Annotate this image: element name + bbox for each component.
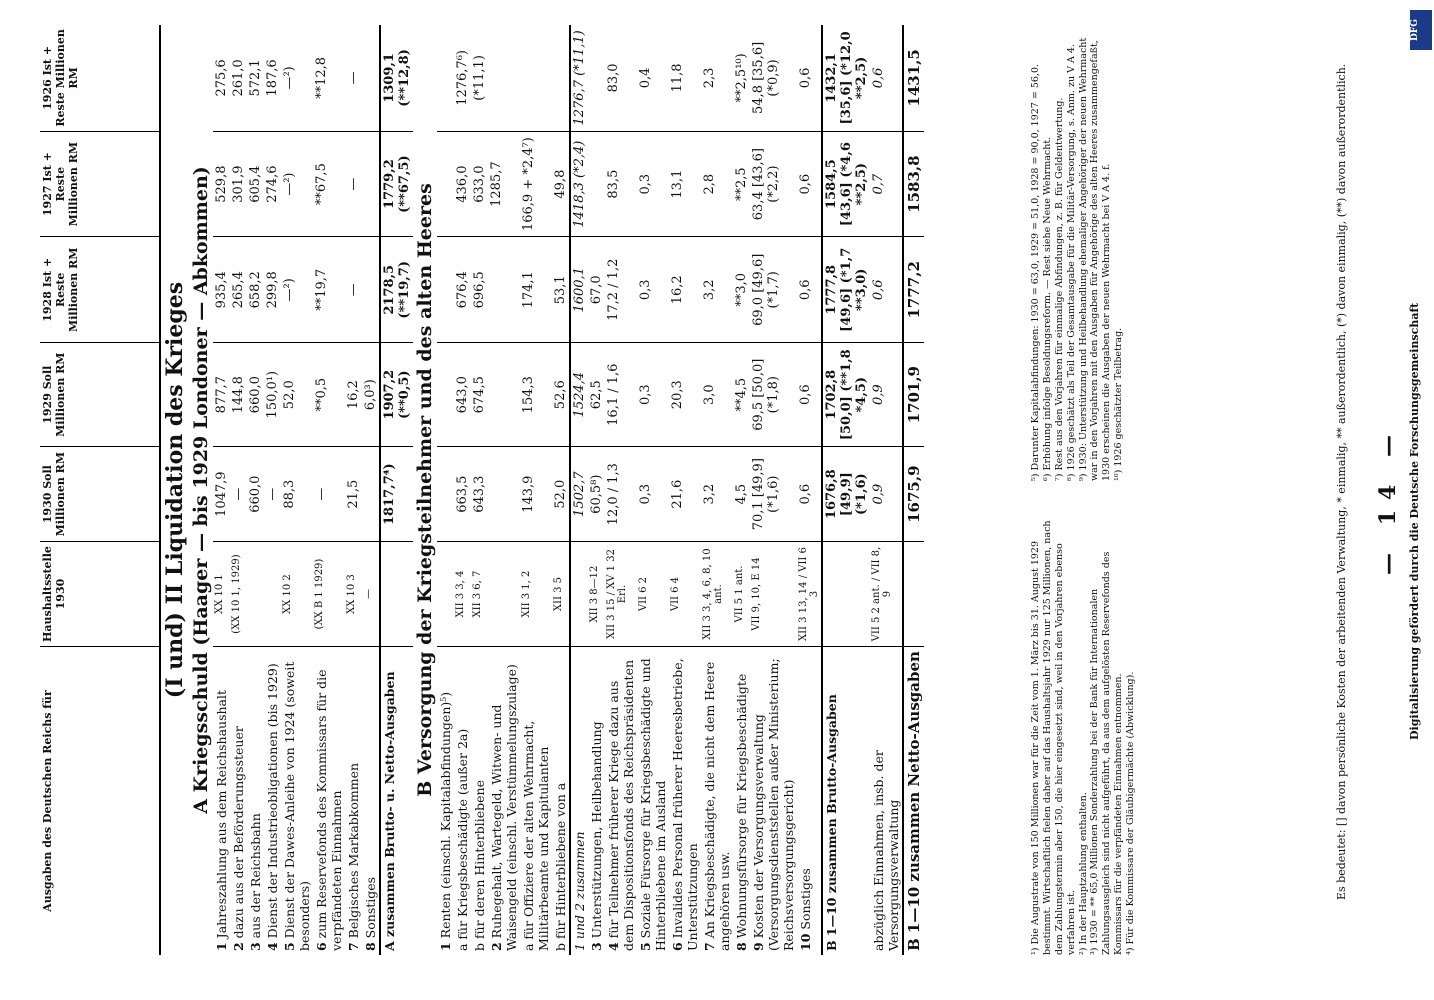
row-value: 0,6 — [797, 25, 822, 131]
row-value: 166,9 + *2,4⁷) — [520, 131, 552, 237]
row-value: 660,0 — [247, 343, 264, 447]
row-label: aus der Reichsbahn — [248, 813, 263, 939]
row-value: 1285,7 — [488, 131, 520, 237]
row-value — [588, 131, 605, 237]
header-label: Ausgaben des Deutschen Reichs für — [40, 647, 160, 956]
footnotes — [1030, 25, 1137, 955]
row-value: 1702,8 [50,0] (**1,8 *4,5) — [822, 343, 870, 447]
row-value: 935,4 — [213, 237, 230, 343]
row-value: 1777,8 [49,6] (*1,7 **3,0) — [822, 237, 870, 343]
row-number: 4 — [265, 942, 280, 951]
footnote: ⁹) 1930: Unterstützung und Heilbehandlung ehemaliger Angehöriger der neuen Wehrmacht war in den Vorjahren mit den Ausgaben für Angehörige des alten Heeres zusammengefaßt, 1930 erscheinen die Ausgaben der neuen Wehrmacht bei V A 4. f. — [1077, 37, 1113, 481]
netto-row — [903, 25, 924, 955]
row-value: — — [313, 447, 345, 542]
row-label-cell — [362, 647, 380, 956]
row-hh: (XX 10 1, 1929) — [230, 542, 247, 647]
row-value: 11,8 — [669, 25, 701, 131]
row-label-cell — [520, 647, 552, 956]
row-value: 62,5 — [588, 343, 605, 447]
row-value — [488, 447, 520, 542]
table-row — [669, 25, 701, 955]
row-value: 3,2 — [701, 237, 733, 343]
row-value: 0,6 — [870, 25, 903, 131]
row-value: 663,5 — [454, 447, 471, 542]
footnote: ¹) Die Augustrate von 150 Millionen war für die Zeit vom 1. März bis 31. August 1929 bestimmt. Wirtschaftlich fielen daher auf das Haushaltsjahr 1929 nur 125 Millionen, nach dem Zahlungstermin aber 150, die hier eingesetzt sind, weil in den Vorjahren ebenso verfahren ist. — [1030, 520, 1077, 955]
row-value: 69,5 [50,0] (*1,8) — [750, 343, 797, 447]
row-value: 3,0 — [701, 343, 733, 447]
row-label: Sonstiges — [363, 876, 378, 939]
row-value: 660,0 — [247, 447, 264, 542]
table-row — [213, 25, 230, 955]
abzug-row — [870, 25, 903, 955]
row-label: Unterstützungen, Heilbehandlung — [589, 721, 604, 939]
table-row — [454, 25, 471, 955]
row-value: 1276,7 (*11,1) — [570, 25, 588, 131]
row-hh — [488, 542, 520, 647]
row-value — [437, 447, 454, 542]
row-value: 301,9 — [230, 131, 247, 237]
row-number: 5 — [638, 942, 653, 951]
row-value: 69,0 [49,6] (*1,7) — [750, 237, 797, 343]
row-value — [552, 25, 570, 131]
row-value: 21,6 — [669, 447, 701, 542]
row-value: 1276,7⁶) — [454, 25, 471, 131]
row-value: 643,3 — [471, 447, 488, 542]
row-number: 1 — [438, 942, 453, 951]
row-hh: XII 3 1, 2 — [520, 542, 552, 647]
table-row — [750, 25, 797, 955]
row-value: 63,4 [43,6] (*2,2) — [750, 131, 797, 237]
row-value: 0,7 — [870, 131, 903, 237]
row-hh: XX 10 2 — [281, 542, 313, 647]
row-hh — [247, 542, 264, 647]
row-value — [362, 447, 380, 542]
row-value: 1779,2 (**67,5) — [380, 131, 413, 237]
footnote: ⁴) Für die Kommissare der Gläubigermächte (Abwicklung). — [1125, 671, 1136, 955]
row-value: 0,9 — [870, 447, 903, 542]
row-value: 0,3 — [637, 131, 669, 237]
row-number: 2 — [489, 942, 504, 951]
row-label: dazu aus der Beförderungssteuer — [231, 726, 246, 939]
row-value: 150,0¹) — [264, 343, 281, 447]
row-value: 658,2 — [247, 237, 264, 343]
table-row — [733, 25, 750, 955]
row-hh: XII 3 3, 4, 6, 8, 10 ant. — [701, 542, 733, 647]
table-row — [588, 25, 605, 955]
row-value: 144,8 — [230, 343, 247, 447]
row-label: Belgisches Markabkommen — [346, 762, 361, 939]
row-value: 12,0 / 1,3 — [605, 447, 637, 542]
row-hh: XII 3 8—12 — [588, 542, 605, 647]
row-value: 0,6 — [797, 237, 822, 343]
row-value: 1583,8 — [903, 131, 924, 237]
row-value: 17,2 / 1,2 — [605, 237, 637, 343]
row-value: 1701,9 — [903, 343, 924, 447]
row-label: a für Kriegsbeschädigte (außer 2a) — [455, 728, 470, 951]
row-value: 60,5⁸) — [588, 447, 605, 542]
digitization-credit: Digitalisierung gefördert durch die Deutsche Forschungsgemeinschaft — [1408, 302, 1421, 740]
row-label-cell — [701, 647, 733, 956]
row-value: 2,3 — [701, 25, 733, 131]
table-row — [247, 25, 264, 955]
row-label-cell — [380, 647, 413, 956]
table-row — [637, 25, 669, 955]
row-value: (*11,1) — [471, 25, 488, 131]
row-label-cell — [903, 647, 924, 956]
row-value: 643,0 — [454, 343, 471, 447]
row-value: 52,0 — [552, 447, 570, 542]
row-hh — [264, 542, 281, 647]
row-value: 1777,2 — [903, 237, 924, 343]
row-value — [520, 25, 552, 131]
row-label: An Kriegsbeschädigte, die nicht dem Heere angehören usw. — [702, 661, 732, 951]
row-value — [437, 25, 454, 131]
row-value: 1817,7⁴) — [380, 447, 413, 542]
row-value: 676,4 — [454, 237, 471, 343]
row-number: 10 — [798, 933, 813, 951]
header-year: 1926 Ist + Reste Millionen RM — [40, 25, 160, 131]
row-label: Dienst der Dawes-Anleihe von 1924 (soweit besonders) — [282, 661, 312, 951]
row-hh: XII 3 13, 14 / VII 6 3 — [797, 542, 822, 647]
row-value: 1600,1 — [570, 237, 588, 343]
footnote: ⁸) 1926 geschätzt als Teil der Gesamtausgabe für die Militär-Versorgung, s. Anm. zu V A 4. — [1065, 44, 1077, 481]
row-value: 3,2 — [701, 447, 733, 542]
row-value: 83,0 — [605, 25, 637, 131]
row-value: 1309,1 (**12,8) — [380, 25, 413, 131]
table-row — [797, 25, 822, 955]
row-label: Wohnungsfürsorge für Kriegsbeschädigte — [734, 673, 749, 939]
row-number: 2 — [231, 942, 246, 951]
row-value: — — [345, 25, 362, 131]
row-value: 53,1 — [552, 237, 570, 343]
row-label-cell — [733, 647, 750, 956]
row-label-cell — [870, 647, 903, 956]
row-value: 1431,5 — [903, 25, 924, 131]
header-year: 1930 Soll Millionen RM — [40, 447, 160, 542]
row-label: Jahreszahlung aus dem Reichshaushalt — [214, 689, 229, 939]
row-value — [362, 237, 380, 343]
row-value: 0,6 — [870, 237, 903, 343]
row-value: —²) — [281, 131, 313, 237]
section-b-body — [413, 25, 924, 955]
row-value: 1432,1 [35,6] (*12,0 **2,5) — [822, 25, 870, 131]
footnote: ³) 1930 = ** 65,0 Millionen Sonderzahlung bei der Bank für Internationalen Zahlungsausgleich sind nicht aufgeführt, da aus dem aufgelösten Reservefonds des Kommissars für die verpfändeten Einnahmen entnommen. — [1089, 551, 1125, 955]
row-value: 67,0 — [588, 237, 605, 343]
row-value — [488, 25, 520, 131]
row-label-cell — [488, 647, 520, 956]
row-value: 274,6 — [264, 131, 281, 237]
row-value: 1418,3 (*2,4) — [570, 131, 588, 237]
table-row — [437, 25, 454, 955]
row-value: 261,0 — [230, 25, 247, 131]
row-label: 1 und 2 zusammen — [572, 831, 587, 951]
row-label: Renten (einschl. Kapitalabfindungen)⁵) — [438, 691, 453, 939]
row-value: 187,6 — [264, 25, 281, 131]
row-value: **67,5 — [313, 131, 345, 237]
row-value: **2,5 — [733, 131, 750, 237]
legend-text: Es bedeutet: [] davon persönliche Kosten der arbeitenden Verwaltung, * einmalig, ** außerordentlich, (*) davon einmalig, (**) davon außerordentlich. — [1335, 63, 1348, 900]
row-value: 52,0 — [281, 343, 313, 447]
row-label: Ruhegehalt, Wartegeld, Witwen- und Waisengeld (einschl. Verstümmelungszulage) — [489, 664, 519, 951]
footnote: ²) In der Hauptzahlung enthalten. — [1077, 792, 1089, 955]
main-title: (I und) II Liquidation des Krieges — [162, 281, 188, 699]
row-value: **4,5 — [733, 343, 750, 447]
table-row — [345, 25, 362, 955]
table-row — [281, 25, 313, 955]
row-label: b für Hinterbliebene von a — [553, 782, 568, 951]
row-hh: VII 6 2 — [637, 542, 669, 647]
row-value: 1502,7 — [570, 447, 588, 542]
table-row — [264, 25, 281, 955]
row-number: 4 — [606, 942, 621, 951]
row-hh: VII 5 1 ant. — [733, 542, 750, 647]
row-label-cell — [264, 647, 281, 956]
row-hh: XII 3 15 / XV 1 32 Erl. — [605, 542, 637, 647]
row-label-cell — [247, 647, 264, 956]
row-hh: VII 5 2 ant. / VII 8, 9 — [870, 542, 903, 647]
row-value: 16,2 — [669, 237, 701, 343]
row-value: 4,5 — [733, 447, 750, 542]
row-hh: VII 9, 10, E 14 — [750, 542, 797, 647]
row-value — [588, 25, 605, 131]
row-value: **0,5 — [313, 343, 345, 447]
row-label-cell — [822, 647, 870, 956]
table-row — [701, 25, 733, 955]
row-value: 436,0 — [454, 131, 471, 237]
row-value: 1675,9 — [903, 447, 924, 542]
row-value: 52,6 — [552, 343, 570, 447]
row-value: 13,1 — [669, 131, 701, 237]
row-value: 633,0 — [471, 131, 488, 237]
row-label: a für Offiziere der alten Wehrmacht, Militärbeamte und Kapitulanten — [521, 720, 551, 951]
row-value: 0,4 — [637, 25, 669, 131]
row-hh — [437, 542, 454, 647]
row-number: 9 — [751, 942, 766, 951]
row-value: 1584,5 [43,6] (*4,6 **2,5) — [822, 131, 870, 237]
row-value — [488, 343, 520, 447]
row-hh — [380, 542, 413, 647]
row-label-cell — [213, 647, 230, 956]
row-value: 0,6 — [797, 131, 822, 237]
row-value: 2178,5 (**19,7) — [380, 237, 413, 343]
row-label-cell — [797, 647, 822, 956]
row-value: 877,7 — [213, 343, 230, 447]
row-value: 21,5 — [345, 447, 362, 542]
header-hh: Haushaltsstelle 1930 — [40, 542, 160, 647]
row-label: Kosten der Versorgungsverwaltung (Versorgungsdienststellen außer Ministerium; Reichsversorgungsgericht) — [751, 658, 796, 951]
row-number: 8 — [363, 942, 378, 951]
row-value: 1907,2 (**0,5) — [380, 343, 413, 447]
row-value: 88,3 — [281, 447, 313, 542]
row-label-cell — [230, 647, 247, 956]
row-label: zum Reservefonds des Kommissars für die verpfändeten Einnahmen — [314, 669, 344, 951]
row-value: — — [230, 447, 247, 542]
row-value: 275,6 — [213, 25, 230, 131]
row-hh — [903, 542, 924, 647]
row-label: b für deren Hinterbliebene — [472, 780, 487, 951]
row-label-cell — [454, 647, 471, 956]
row-value — [488, 237, 520, 343]
table-row — [520, 25, 552, 955]
row-label: Sonstiges — [798, 868, 813, 930]
row-value: 265,4 — [230, 237, 247, 343]
row-hh: — — [362, 542, 380, 647]
row-label-cell — [750, 647, 797, 956]
total-row — [380, 25, 413, 955]
row-number: 6 — [314, 942, 329, 951]
row-value: 54,8 [35,6] (*0,9) — [750, 25, 797, 131]
row-label-cell — [588, 647, 605, 956]
row-hh — [570, 542, 588, 647]
table-row — [230, 25, 247, 955]
row-label: Soziale Fürsorge für Kriegsbeschädigte und Hinterbliebene im Ausland — [638, 658, 668, 951]
row-value: 1047,9 — [213, 447, 230, 542]
row-number: 6 — [670, 942, 685, 951]
row-value: 0,6 — [797, 343, 822, 447]
row-value: 83,5 — [605, 131, 637, 237]
row-value: —²) — [281, 25, 313, 131]
row-label-cell — [471, 647, 488, 956]
row-label: abzüglich Einnahmen, insb. der Versorgungsverwaltung — [871, 750, 901, 951]
row-value: 174,1 — [520, 237, 552, 343]
row-value: 143,9 — [520, 447, 552, 542]
row-value — [437, 237, 454, 343]
row-label: Dienst der Industrieobligationen (bis 1929) — [265, 663, 280, 939]
row-number: 7 — [346, 942, 361, 951]
row-value: 49,8 — [552, 131, 570, 237]
row-value: 299,8 — [264, 237, 281, 343]
row-number: 3 — [248, 942, 263, 951]
row-hh: XX 10 3 — [345, 542, 362, 647]
row-value: 0,3 — [637, 447, 669, 542]
table-row — [605, 25, 637, 955]
row-number: 3 — [589, 942, 604, 951]
table-row — [552, 25, 570, 955]
row-value: **19,7 — [313, 237, 345, 343]
row-number: 7 — [702, 942, 717, 951]
row-value: —²) — [281, 237, 313, 343]
row-value: 70,1 [49,9] (*1,6) — [750, 447, 797, 542]
brutto-row — [822, 25, 870, 955]
footnote: ⁶) Erhöhung infolge Besoldungsreform. — Rest siehe Neue Wehrmacht. — [1041, 136, 1053, 481]
row-hh: XX 10 1 — [213, 542, 230, 647]
row-label-cell — [637, 647, 669, 956]
row-value: 572,1 — [247, 25, 264, 131]
row-value: 6,0³) — [362, 343, 380, 447]
row-hh: XII 3 6, 7 — [471, 542, 488, 647]
table-row — [362, 25, 380, 955]
table-row — [471, 25, 488, 955]
footnote: ¹⁰) 1926 geschätzter Teilbetrag. — [1113, 327, 1125, 481]
footnote: ⁵) Darunter Kapitalabfindungen: 1930 = 63,0, 1929 = 51,0, 1928 = 90,0, 1927 = 56,0. — [1030, 63, 1041, 481]
row-value: 1676,8 [49,9] (*1,6) — [822, 447, 870, 542]
row-label-cell — [570, 647, 588, 956]
row-value: **2,5¹⁰) — [733, 25, 750, 131]
section-b-title: B Versorgung der Kriegsteilnehmer und des alten Heeres — [414, 183, 436, 797]
row-value — [362, 25, 380, 131]
page-number: — 14 — — [1375, 425, 1401, 575]
row-value: 2,8 — [701, 131, 733, 237]
row-value: — — [264, 447, 281, 542]
row-value: 0,9 — [870, 343, 903, 447]
row-number: 5 — [282, 942, 297, 951]
header-year: 1927 Ist + Reste Millionen RM — [40, 131, 160, 237]
row-label: A zusammen Brutto- u. Netto-Ausgaben — [382, 671, 397, 951]
row-value: 16,2 — [345, 343, 362, 447]
header-year: 1929 Soll Millionen RM — [40, 343, 160, 447]
row-label-cell — [669, 647, 701, 956]
row-value: 1524,4 — [570, 343, 588, 447]
row-value: 0,3 — [637, 237, 669, 343]
row-number: 8 — [734, 942, 749, 951]
row-value — [437, 131, 454, 237]
footnotes-col-right — [1030, 25, 1137, 481]
row-hh: VII 6 4 — [669, 542, 701, 647]
section-a-body — [160, 25, 413, 955]
row-value: 674,5 — [471, 343, 488, 447]
row-label: Invalides Personal früherer Heeresbetriebe, Unterstützungen — [670, 658, 700, 951]
row-value — [362, 131, 380, 237]
row-label: B 1—10 zusammen Brutto-Ausgaben — [824, 694, 839, 951]
table-row — [488, 25, 520, 955]
subtotal-row — [570, 25, 588, 955]
row-label-cell — [552, 647, 570, 956]
row-value: — — [345, 131, 362, 237]
footnotes-col-left — [1030, 499, 1137, 955]
row-hh: XII 3 5 — [552, 542, 570, 647]
row-value: 696,5 — [471, 237, 488, 343]
row-label: B 1—10 zusammen Netto-Ausgaben — [905, 651, 923, 951]
row-hh: XII 3 3, 4 — [454, 542, 471, 647]
row-label-cell — [345, 647, 362, 956]
row-value: 0,6 — [797, 447, 822, 542]
footnote: ⁷) Rest aus den Vorjahren für einmalige Abfindungen, z. B. für Geldentwertung. — [1053, 97, 1065, 481]
row-value: 16,1 / 1,6 — [605, 343, 637, 447]
row-hh — [822, 542, 870, 647]
row-value: **3,0 — [733, 237, 750, 343]
row-hh: (XX B 1 1929) — [313, 542, 345, 647]
header-year: 1928 Ist + Reste Millionen RM — [40, 237, 160, 343]
row-value: 154,3 — [520, 343, 552, 447]
section-a-title: A Kriegsschuld (Haager — bis 1929 Londoner — Abkommen) — [190, 166, 212, 814]
row-value: 20,3 — [669, 343, 701, 447]
expenditure-table — [40, 25, 924, 955]
row-value: 0,3 — [637, 343, 669, 447]
row-number: 1 — [214, 942, 229, 951]
row-value: 529,8 — [213, 131, 230, 237]
table-row — [313, 25, 345, 955]
row-value: 605,4 — [247, 131, 264, 237]
row-value: **12,8 — [313, 25, 345, 131]
row-label-cell — [281, 647, 313, 956]
row-label-cell — [605, 647, 637, 956]
row-label: für Teilnehmer früherer Kriege dazu aus dem Dispositionsfonds des Reichspräsidenten — [606, 659, 636, 951]
dfg-logo: DFG — [1410, 10, 1432, 50]
row-label-cell — [313, 647, 345, 956]
row-label-cell — [437, 647, 454, 956]
row-value: — — [345, 237, 362, 343]
row-value — [437, 343, 454, 447]
